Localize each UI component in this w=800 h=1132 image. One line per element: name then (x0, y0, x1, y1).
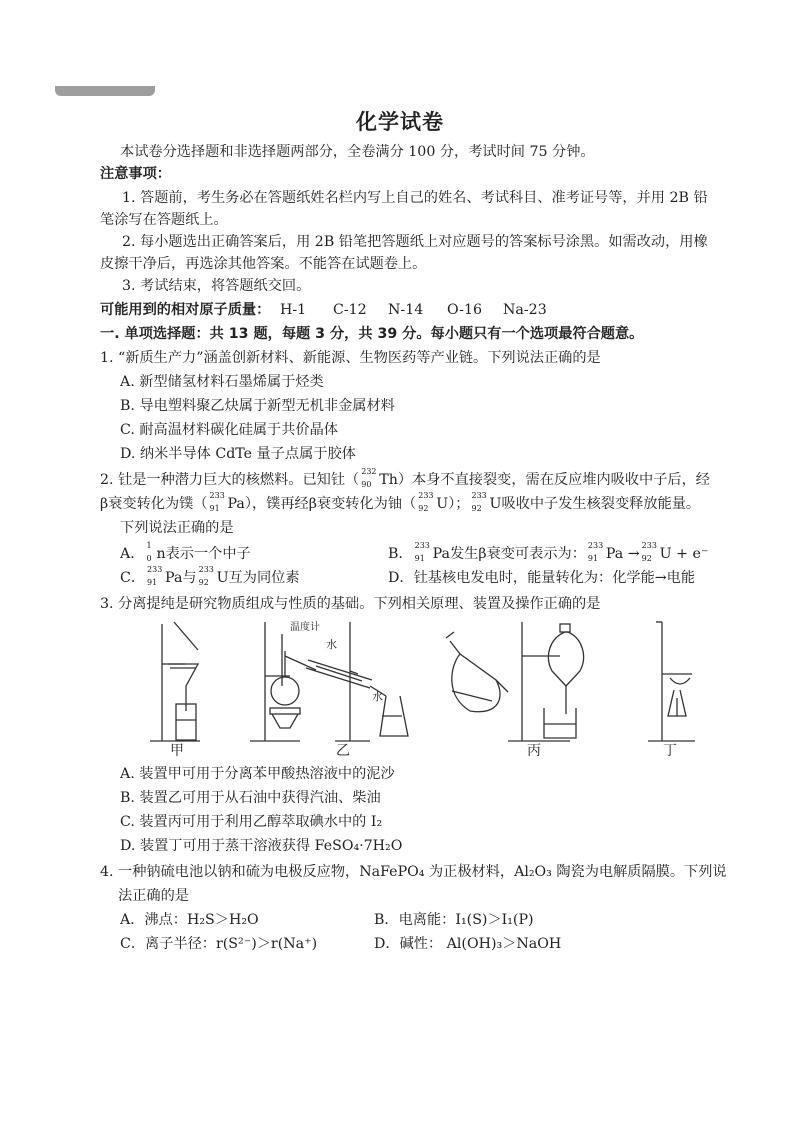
q1-stem: 1. “新质生产力”涵盖创新材料、新能源、生物医药等产业链。下列说法正确的是 (100, 350, 601, 366)
nuclide-u-2: 233 92 (471, 491, 487, 513)
q3-stem: 3. 分离提纯是研究物质组成与性质的基础。下列相关原理、装置及操作正确的是 (100, 596, 601, 612)
q2-stem-line2 (100, 491, 701, 514)
figure-label-jia: 甲 (170, 743, 184, 759)
apparatus-bing (446, 632, 508, 712)
q2-stem-line3: 下列说法正确的是 (120, 520, 234, 536)
notice-heading: 注意事项： (100, 166, 171, 182)
atomic-mass-na: Na-23 (503, 302, 547, 318)
q1-option-a: A. 新型储氢材料石墨烯属于烃类 (120, 374, 324, 390)
q2-stem-2b: ），镤再经β衰变转化为铀（ (244, 496, 417, 512)
water-in-label: 水 (326, 638, 337, 651)
thermometer-label: 温度计 (290, 622, 320, 633)
notice-1-cont: 笔涂写在答题纸上。 (100, 212, 228, 228)
figure-label-yi: 乙 (336, 743, 350, 759)
page-title: 化学试卷 (356, 110, 444, 134)
notice-1: 1. 答题前，考生务必在答题纸姓名栏内写上自己的姓名、考试科目、准考证号等，并用 2B 铅 (122, 190, 708, 206)
atomic-mass-h: H-1 (280, 302, 307, 318)
q4-stem-line2: 法正确的是 (118, 888, 189, 904)
q3-option-b: B. 装置乙可用于从石油中获得汽油、柴油 (120, 790, 381, 806)
water-out-label: 水 (372, 690, 383, 703)
q2-pa: Pa (227, 496, 245, 512)
atomic-mass-o: O-16 (447, 302, 482, 318)
notice-3: 3. 考试结束，将答题纸交回。 (122, 278, 311, 294)
atomic-masses-label: 可能用到的相对原子质量： (100, 302, 271, 318)
q2-th: Th (379, 472, 398, 488)
q2-stem-line1 (100, 467, 710, 490)
q4-option-c: C．离子半径：r(S²⁻)＞r(Na⁺) (120, 936, 318, 952)
q2-option-c: C． 233 91 Pa与 233 92 U互为同位素 (120, 565, 300, 587)
q2-option-b: B． 233 91 Pa发生β衰变可表示为： 233 91 Pa → 233 92 U + e⁻ (388, 541, 709, 563)
apparatus-figure (140, 616, 700, 766)
q1-option-d: D. 纳米半导体 CdTe 量子点属于胶体 (120, 446, 356, 462)
figure-label-ding: 丁 (663, 743, 677, 759)
q4-option-b: B．电离能：I₁(S)＞I₁(P) (374, 912, 534, 928)
notice-2: 2. 每小题选出正确答案后，用 2B 铅笔把答题纸上对应题号的答案标号涂黑。如需改动，用橡 (122, 234, 708, 250)
nuclide-th: 232 90 (361, 467, 377, 489)
nuclide-u: 233 92 (418, 491, 434, 513)
nuclide-pa: 233 91 (209, 491, 225, 513)
atomic-mass-n: N-14 (388, 302, 424, 318)
section-1-heading: 一. 单项选择题：共 13 题，每题 3 分，共 39 分。每小题只有一个选项最符合题意。 (100, 326, 644, 342)
apparatus-ding (648, 622, 695, 741)
q2-stem-2d: U吸收中子发生核裂变释放能量。 (489, 496, 701, 512)
q3-option-c: C. 装置丙可用于利用乙醇萃取碘水中的 I₂ (120, 814, 383, 830)
q2-stem-2a: β衰变转化为镤（ (100, 496, 208, 512)
apparatus-bing-stand (508, 622, 584, 741)
q4-stem-line1: 4. 一种钠硫电池以钠和硫为电极反应物，NaFePO₄ 为正极材料，Al₂O₃ 陶瓷为电解质隔膜。下列说 (100, 864, 727, 880)
figure-label-bing: 丙 (527, 743, 541, 759)
notice-2-cont: 皮擦干净后，再选涂其他答案。不能答在试题卷上。 (100, 256, 427, 272)
top-bar-decoration (55, 86, 155, 96)
q1-option-b: B. 导电塑料聚乙炔属于新型无机非金属材料 (120, 398, 395, 414)
q2-u: U (436, 496, 449, 512)
q2-option-a: A． 1 0 n表示一个中子 (120, 541, 251, 563)
q4-option-a: A．沸点：H₂S＞H₂O (120, 912, 259, 928)
intro-text: 本试卷分选择题和非选择题两部分，全卷满分 100 分，考试时间 75 分钟。 (120, 144, 595, 160)
apparatus-jia (150, 622, 200, 741)
q4-option-d: D．碱性： Al(OH)₃＞NaOH (374, 936, 562, 952)
q2-option-d: D．钍基核电发电时，能量转化为：化学能→电能 (388, 570, 696, 586)
q2-stem-1a: 2. 钍是一种潜力巨大的核燃料。已知钍（ (100, 472, 360, 488)
atomic-mass-c: C-12 (333, 302, 367, 318)
q2-stem-2c: ）； (448, 496, 470, 512)
q3-option-a: A. 装置甲可用于分离苯甲酸热溶液中的泥沙 (120, 766, 395, 782)
q3-option-d: D. 装置丁可用于蒸干溶液获得 FeSO₄·7H₂O (120, 838, 403, 854)
q2-stem-1b: ）本身不直接裂变，需在反应堆内吸收中子后，经 (397, 472, 710, 488)
q1-option-c: C. 耐高温材料碳化硅属于共价晶体 (120, 422, 338, 438)
